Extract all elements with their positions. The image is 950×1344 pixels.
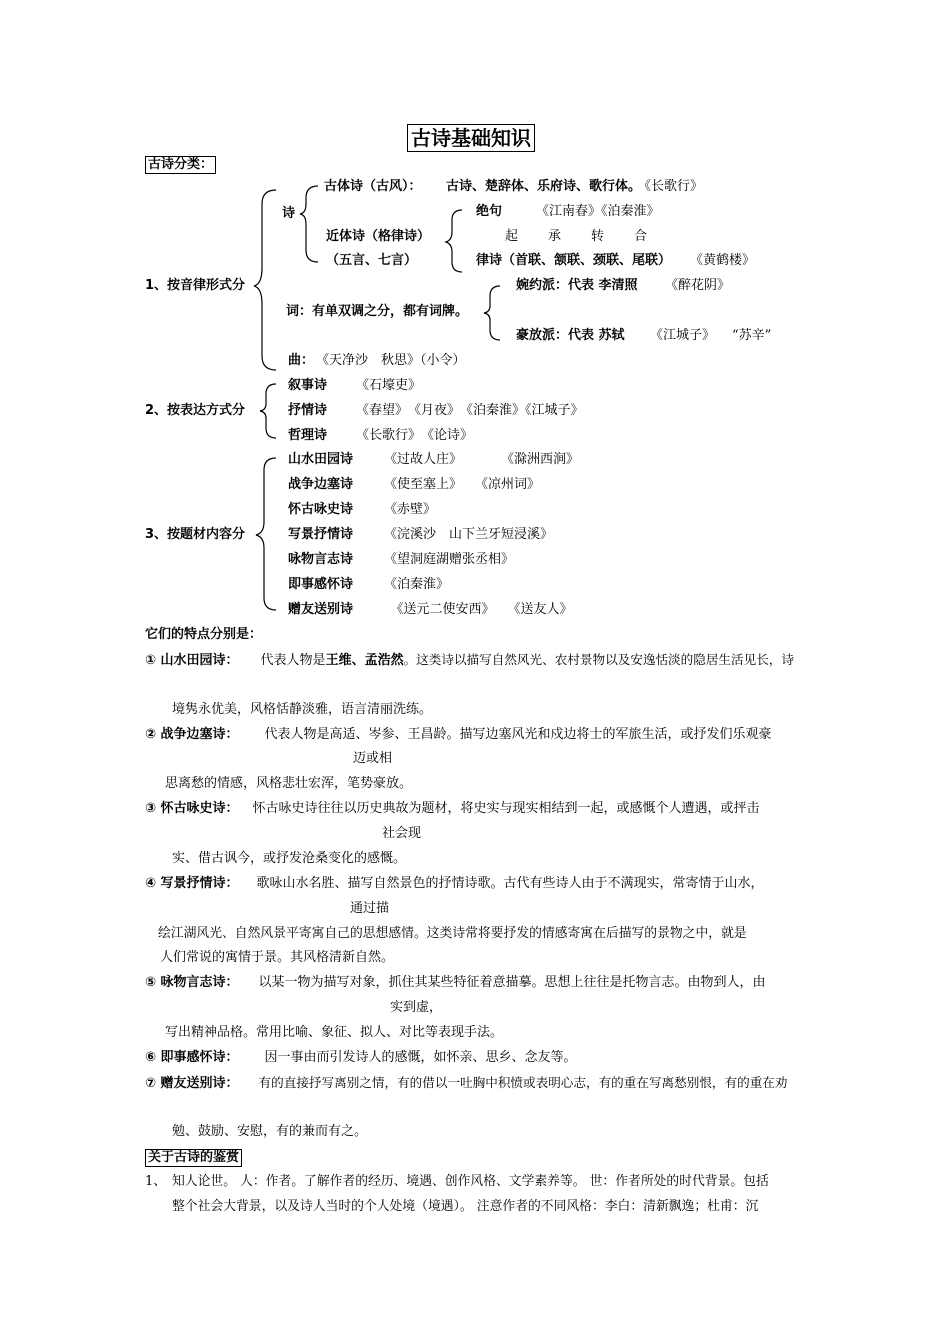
cat2-item-name: 哲理诗 — [288, 428, 328, 443]
cat3-item-name: 战争边塞诗 — [288, 477, 354, 492]
feature-1-line-1: ① 山水田园诗： 代表人物是王维、孟浩然。这类诗以描写自然风光、农村景物以及安逸恬淡的隐居生活见长，诗 — [145, 652, 794, 668]
cat3-item-example: 《使至塞上》 《凉州词》 — [384, 477, 541, 492]
guti-label: 古体诗（古风）： — [324, 179, 422, 194]
cat3-item-name: 山水田园诗 — [288, 452, 354, 467]
cat2-item-name: 抒情诗 — [288, 403, 328, 418]
feature-3-line-1b: 社会现 — [382, 826, 422, 841]
jueju-struct-1: 起 — [505, 229, 519, 244]
appreciation-line-1: 知人论世。 人：作者。了解作者的经历、境遇、创作风格、文学素养等。 世：作者所处的时代背景。包括 — [172, 1174, 769, 1189]
cat2-label: 2、按表达方式分 — [145, 403, 246, 418]
brace-jinti — [446, 210, 462, 272]
cat2-item-example: 《长歌行》 《论诗》 — [356, 428, 474, 443]
lvshi-label: 律诗（首联、颔联、颈联、尾联） — [476, 253, 672, 268]
cat3-item-name: 赠友送别诗 — [288, 602, 354, 617]
feature-1-line-2: 境隽永优美，风格恬静淡雅，语言清丽洗练。 — [172, 702, 433, 717]
brace-shi — [300, 186, 318, 262]
jinti-sub: （五言、七言） — [326, 253, 418, 268]
feature-label: ② 战争边塞诗： — [145, 727, 239, 742]
feature-3-line-2: 实、借古讽今，或抒发沧桑变化的感慨。 — [172, 851, 407, 866]
shi-label: 诗 — [282, 206, 296, 221]
feature-7-line-1: ⑦ 赠友送别诗： 有的直接抒写离别之情，有的借以一吐胸中积愤或表明心志，有的重在写离愁别恨，有的重在劝 — [145, 1075, 788, 1091]
cat3-item-example: 《送元二使安西》 《送友人》 — [384, 602, 573, 617]
feature-5-line-1b: 实到虚， — [390, 1000, 443, 1015]
brace-ci — [484, 286, 500, 340]
cat3-item-name: 怀古咏史诗 — [288, 502, 354, 517]
feature-4-line-3: 人们常说的寓情于景。其风格清新自然。 — [160, 950, 395, 965]
appreciation-num: 1、 — [145, 1174, 167, 1189]
guti-desc: 古诗、楚辞体、乐府诗、歌行体。 — [446, 179, 642, 194]
feature-6-line-1: ⑥ 即事感怀诗： 因一事由而引发诗人的感慨，如怀亲、思乡、念友等。 — [145, 1050, 577, 1065]
ci-label: 词：有单双调之分，都有词牌。 — [286, 304, 469, 319]
wanyue-label: 婉约派：代表 李清照 — [516, 278, 638, 293]
jueju-example: 《江南春》《泊秦淮》 — [536, 204, 660, 219]
brace-cat3 — [256, 458, 276, 610]
brace-cat1 — [254, 190, 276, 370]
qu-label: 曲： — [288, 353, 315, 368]
cat2-item-name: 叙事诗 — [288, 378, 328, 393]
cat3-item-name: 写景抒情诗 — [288, 527, 354, 542]
haofang-label: 豪放派：代表 苏轼 — [516, 328, 625, 343]
feature-3-line-1: ③ 怀古咏史诗： 怀古咏史诗往往以历史典故为题材，将史实与现实相结到一起，或感慨个人遭遇，或抨击 — [145, 801, 760, 816]
appreciation-heading: 关于古诗的鉴赏 — [145, 1149, 242, 1167]
section-classify-heading: 古诗分类： — [145, 156, 216, 174]
lvshi-example: 《黄鹤楼》 — [690, 253, 756, 268]
feature-4-line-1b: 通过描 — [350, 901, 390, 916]
jueju-struct-4: 合 — [634, 229, 648, 244]
cat3-item-example: 《望洞庭湖赠张丞相》 — [384, 552, 515, 567]
feature-label: ⑤ 咏物言志诗： — [145, 975, 239, 990]
cat2-item-example: 《春望》 《月夜》 《泊秦淮》《江城子》 — [356, 403, 584, 418]
jueju-struct-3: 转 — [591, 229, 605, 244]
qu-example: 《天净沙 秋思》（小令） — [316, 353, 466, 368]
cat3-item-name: 即事感怀诗 — [288, 577, 354, 592]
feature-label: ④ 写景抒情诗： — [145, 876, 239, 891]
cat1-label: 1、按音律形式分 — [145, 278, 246, 293]
feature-label: ⑦ 赠友送别诗： — [145, 1076, 239, 1091]
feature-label: ⑥ 即事感怀诗： — [145, 1050, 239, 1065]
feature-7-line-2: 勉、鼓励、安慰，有的兼而有之。 — [172, 1124, 368, 1139]
feature-label: ① 山水田园诗： — [145, 653, 239, 668]
feature-2-line-1: ② 战争边塞诗： 代表人物是高适、岑参、王昌龄。描写边塞风光和戍边将士的军旅生活，或抒发们乐观豪 — [145, 727, 772, 742]
jueju-struct-2: 承 — [548, 229, 562, 244]
appreciation-line-2: 整个社会大背景，以及诗人当时的个人处境（境遇）。 注意作者的不同风格：李白：清新飘逸；杜甫：沉 — [172, 1199, 759, 1214]
cat3-item-example: 《浣溪沙 山下兰牙短浸溪》 — [384, 527, 554, 542]
cat3-item-name: 咏物言志诗 — [288, 552, 354, 567]
feature-label: ③ 怀古咏史诗： — [145, 801, 239, 816]
cat3-label: 3、按题材内容分 — [145, 527, 246, 542]
jinti-label: 近体诗（格律诗） — [326, 229, 431, 244]
features-heading: 它们的特点分别是： — [145, 627, 263, 642]
jueju-label: 绝句 — [476, 204, 503, 219]
cat3-item-example: 《赤壁》 — [384, 502, 437, 517]
brace-cat2 — [260, 384, 276, 438]
feature-4-line-2: 绘江湖风光、自然风景平寄寓自己的思想感情。这类诗常将要抒发的情感寄寓在后描写的景物之中，就是 — [158, 926, 747, 941]
cat3-item-example: 《过故人庄》 《滁洲西涧》 — [384, 452, 580, 467]
cat2-item-example: 《石壕吏》 — [356, 378, 422, 393]
feature-2-line-1b: 迈或相 — [353, 751, 393, 766]
wanyue-example: 《醉花阴》 — [665, 278, 731, 293]
haofang-example-2: “苏辛” — [732, 328, 772, 343]
feature-5-line-2: 写出精神品格。常用比喻、象征、拟人、对比等表现手法。 — [165, 1025, 504, 1040]
feature-2-line-2: 思离愁的情感，风格悲壮宏浑，笔势豪放。 — [165, 776, 413, 791]
page-title: 古诗基础知识 — [407, 124, 535, 152]
feature-5-line-1: ⑤ 咏物言志诗： 以某一物为描写对象，抓住其某些特征着意描摹。思想上往往是托物言志。由物到人，由 — [145, 975, 766, 990]
feature-4-line-1: ④ 写景抒情诗： 歌咏山水名胜、描写自然景色的抒情诗歌。古代有些诗人由于不满现实，常寄情于山水， — [145, 876, 764, 891]
guti-example: 《长歌行》 — [638, 179, 704, 194]
haofang-example: 《江城子》 — [650, 328, 716, 343]
cat3-item-example: 《泊秦淮》 — [384, 577, 450, 592]
